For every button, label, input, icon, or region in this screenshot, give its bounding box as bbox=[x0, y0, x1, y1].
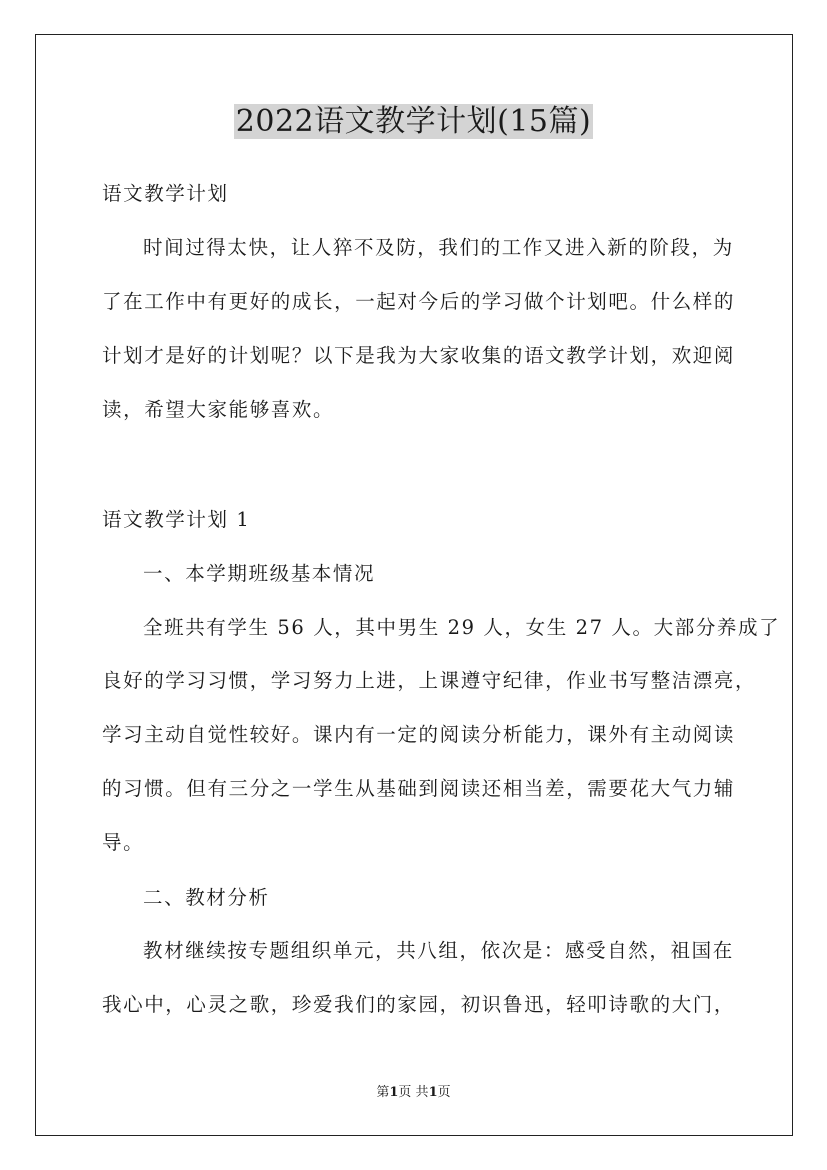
paragraph-line: 读，希望大家能够喜欢。 bbox=[102, 398, 335, 421]
paragraph-line: 全班共有学生 56 人，其中男生 29 人，女生 27 人。大部分养成了 bbox=[143, 616, 781, 639]
page-footer bbox=[0, 1084, 827, 1102]
document-title: 2022语文教学计划(15篇) bbox=[235, 104, 592, 139]
subsection-heading: 二、教材分析 bbox=[143, 886, 270, 909]
paragraph-line: 学习主动自觉性较好。课内有一定的阅读分析能力，课外有主动阅读 bbox=[102, 723, 736, 746]
paragraph-line: 了在工作中有更好的成长，一起对今后的学习做个计划吧。什么样的 bbox=[102, 290, 736, 313]
total-pages: 1 bbox=[428, 1085, 438, 1100]
paragraph-line: 计划才是好的计划呢？以下是我为大家收集的语文教学计划，欢迎阅 bbox=[102, 344, 736, 367]
paragraph-line: 教材继续按专题组织单元，共八组，依次是：感受自然，祖国在 bbox=[143, 939, 734, 962]
paragraph-line: 我心中，心灵之歌，珍爱我们的家园，初识鲁迅，轻叩诗歌的大门， bbox=[102, 993, 736, 1016]
paragraph-line: 导。 bbox=[102, 831, 145, 854]
section-heading: 语文教学计划 1 bbox=[102, 508, 251, 531]
footer-text: 第 bbox=[376, 1085, 390, 1100]
paragraph-line: 的习惯。但有三分之一学生从基础到阅读还相当差，需要花大气力辅 bbox=[102, 777, 736, 800]
footer-text: 页 bbox=[437, 1085, 451, 1100]
footer-text: 页 共 bbox=[398, 1085, 429, 1100]
page-number: 1 bbox=[389, 1085, 399, 1100]
paragraph-line: 良好的学习习惯，学习努力上进，上课遵守纪律，作业书写整洁漂亮， bbox=[102, 669, 757, 692]
subsection-heading: 一、本学期班级基本情况 bbox=[143, 562, 376, 585]
section-heading: 语文教学计划 bbox=[102, 182, 229, 205]
paragraph-line: 时间过得太快，让人猝不及防，我们的工作又进入新的阶段，为 bbox=[143, 236, 734, 259]
